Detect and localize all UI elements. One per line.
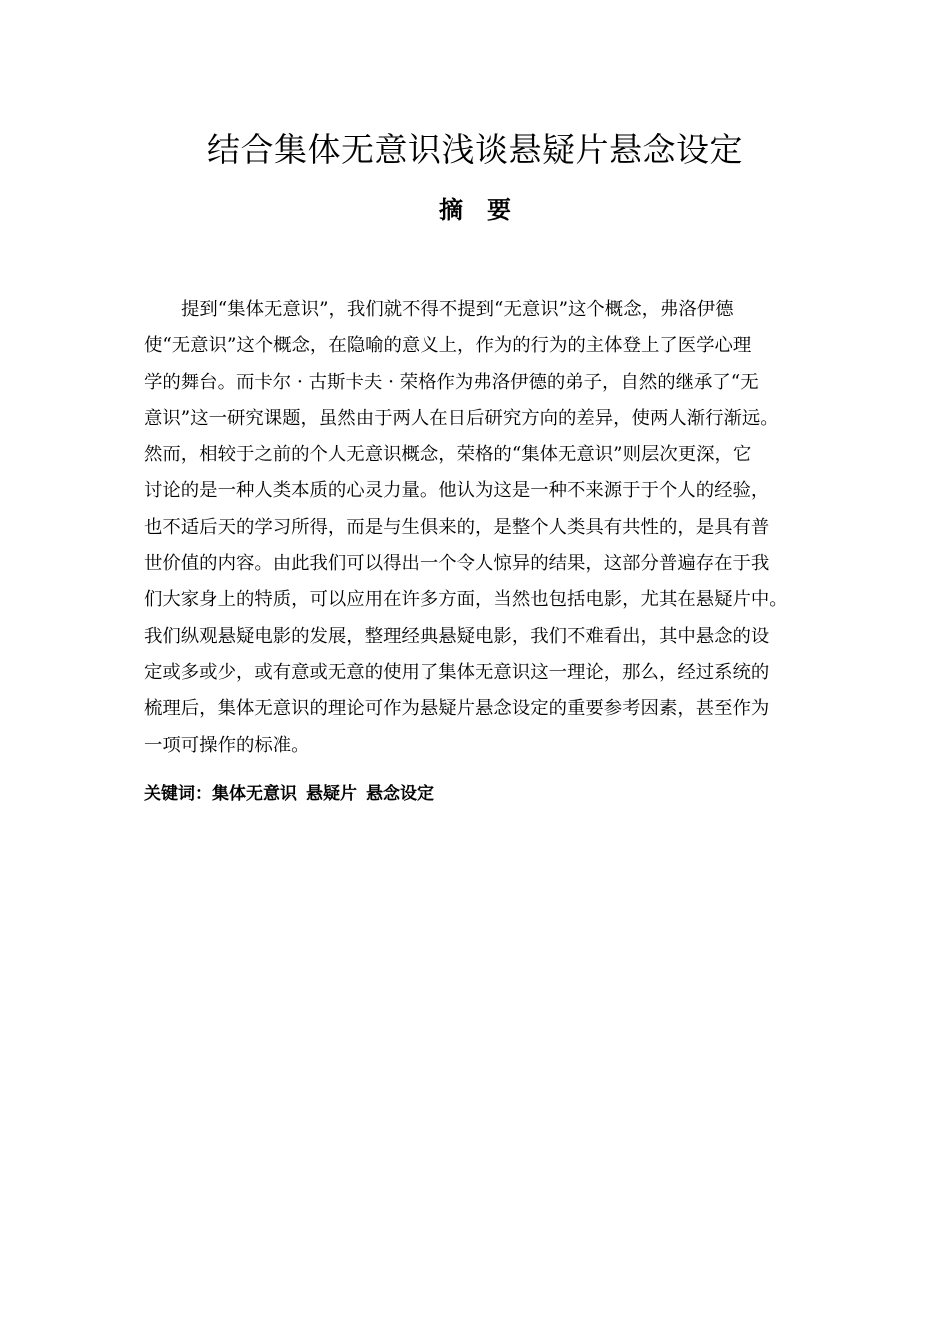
- abstract-line: 讨论的是一种人类本质的心灵力量。他认为这是一种不来源于于个人的经验，: [144, 480, 770, 502]
- abstract-line: 提到“集体无意识”，我们就不得不提到“无意识”这个概念，弗洛伊德: [181, 299, 734, 320]
- abstract-line: 一项可操作的标准。: [144, 734, 310, 756]
- abstract-line: 我们纵观悬疑电影的发展，整理经典悬疑电影，我们不难看出，其中悬念的设: [144, 625, 770, 647]
- abstract-line: 梳理后，集体无意识的理论可作为悬疑片悬念设定的重要参考因素，甚至作为: [144, 698, 770, 720]
- abstract-heading: 摘 要: [439, 196, 511, 224]
- abstract-line: 世价值的内容。由此我们可以得出一个令人惊异的结果，这部分普遍存在于我: [144, 553, 770, 575]
- keywords-line: [144, 779, 443, 809]
- abstract-line: 们大家身上的特质，可以应用在许多方面，当然也包括电影，尤其在悬疑片中。: [144, 589, 788, 611]
- abstract-line: 也不适后天的学习所得，而是与生俱来的，是整个人类具有共性的，是具有普: [144, 516, 770, 538]
- abstract-paragraph: [144, 292, 812, 764]
- keyword: 悬念设定: [366, 784, 434, 804]
- document-title: 结合集体无意识浅谈悬疑片悬念设定: [207, 130, 743, 169]
- abstract-line: 定或多或少，或有意或无意的使用了集体无意识这一理论，那么，经过系统的: [144, 661, 770, 683]
- abstract-line: 学的舞台。而卡尔 · 古斯卡夫 · 荣格作为弗洛伊德的弟子，自然的继承了“无: [144, 371, 759, 393]
- keywords-label: 关键词：: [144, 784, 212, 804]
- abstract-line: 使“无意识”这个概念，在隐喻的意义上，作为的行为的主体登上了医学心理: [144, 335, 752, 357]
- abstract-line: 意识”这一研究课题，虽然由于两人在日后研究方向的差异，使两人渐行渐远。: [144, 407, 779, 429]
- keyword: 悬疑片: [306, 784, 357, 804]
- abstract-line: 然而，相较于之前的个人无意识概念，荣格的“集体无意识”则层次更深，它: [144, 444, 752, 466]
- keyword: 集体无意识: [212, 784, 297, 804]
